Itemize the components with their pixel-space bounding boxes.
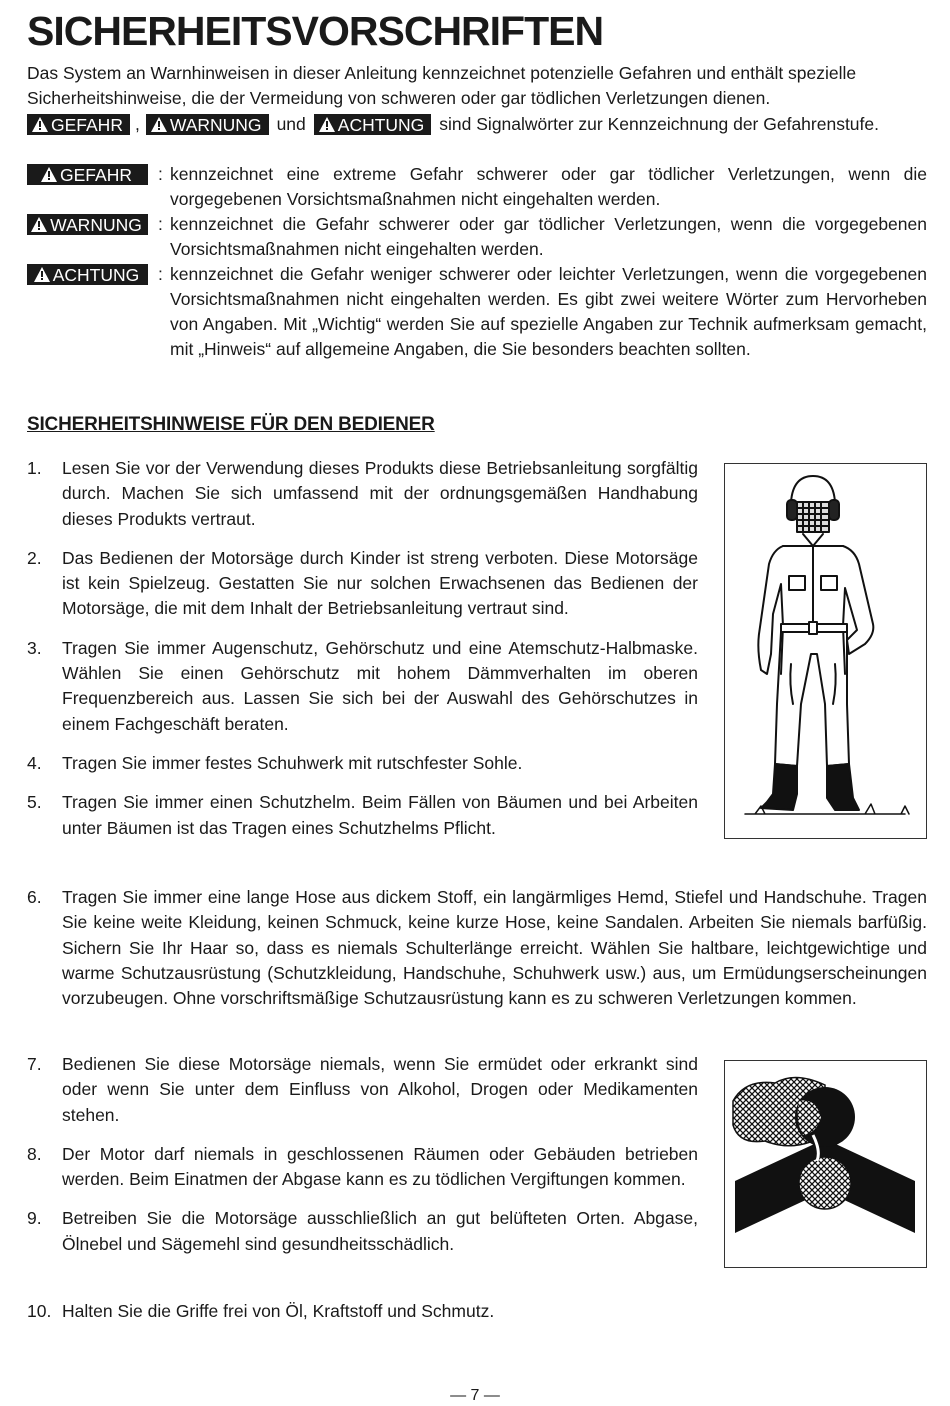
- page-title: SICHERHEITSVORSCHRIFTEN: [27, 8, 604, 54]
- instruction-list-part-2: [27, 885, 927, 1011]
- item-number: 9.: [27, 1208, 42, 1229]
- comma-separator: ,: [134, 114, 140, 134]
- definition-text: kennzeichnet die Gefahr schwerer oder gar tödlicher Verletzungen, wenn die vorgegebenen Vorsichtsmaßnahmen nicht eingehalten werden.: [170, 214, 927, 259]
- exhaust-fumes-illustration: [724, 1060, 927, 1268]
- item-text: Tragen Sie immer Augenschutz, Gehörschutz und eine Atemschutz-Halbmaske. Wählen Sie einen Gehörschutz mit hohem Dämmverhalten im oberen Frequenzbereich aus. Lassen Sie sich bei der Auswahl des Gehörschutzes in einem Fachgeschäft beraten.: [62, 637, 698, 734]
- gefahr-badge: [27, 114, 130, 135]
- achtung-badge: [314, 114, 432, 135]
- item-text: Bedienen Sie diese Motorsäge niemals, wenn Sie ermüdet oder erkrankt sind oder wenn Sie unter dem Einfluss von Alkohol, Drogen oder Medikamenten stehen.: [62, 1054, 698, 1125]
- achtung-label: ACHTUNG: [52, 264, 140, 285]
- item-text: Tragen Sie immer eine lange Hose aus dickem Stoff, ein langärmliges Hemd, Stiefel und Handschuhe. Tragen Sie keine weite Kleidung, keinen Schmuck, keine kurze Hose, keine Sandalen. Arbeiten Sie niemals barfüßig. Sichern Sie Ihr Haar so, dass es niemals Schulterlänge erreicht. Wählen Sie haltbare, leichtgewichtige und warme Schutzausrüstung (Schutzkleidung, Handschuhe, Schuhwerk usw.) aus, um Ermüdungserscheinungen vorzubeugen. Ohne vorschriftsmäßige Schutzausrüstung kann es zu schweren Verletzungen kommen.: [62, 887, 927, 1009]
- definition-gefahr: [27, 162, 927, 212]
- item-number: 3.: [27, 637, 42, 658]
- list-item: [27, 1142, 698, 1193]
- warnung-label: WARNUNG: [50, 214, 142, 235]
- worker-figure-icon: [725, 464, 925, 837]
- signal-words-suffix: sind Signalwörter zur Kennzeichnung der Gefahrenstufe.: [439, 114, 880, 134]
- definition-text: kennzeichnet eine extreme Gefahr schwerer oder gar tödlicher Verletzungen, wenn die vorgegebenen Vorsichtsmaßnahmen nicht eingehalten werden.: [170, 164, 927, 209]
- protective-gear-illustration: [724, 463, 927, 839]
- signal-word-definitions: [27, 162, 927, 362]
- list-item: [27, 546, 698, 622]
- definition-achtung: [27, 262, 927, 362]
- item-text: Das Bedienen der Motorsäge durch Kinder ist streng verboten. Diese Motorsäge ist kein Spielzeug. Gestatten Sie nur solchen Erwachsenen das Bedienen der Motorsäge, die mit dem Inhalt der Betriebsanleitung vertraut sind.: [62, 547, 698, 619]
- list-item: [27, 885, 927, 1011]
- toxic-fumes-icon: [725, 1061, 925, 1266]
- gefahr-label: GEFAHR: [60, 164, 132, 185]
- item-text: Betreiben Sie die Motorsäge ausschließlich an gut belüfteten Orten. Abgase, Ölnebel und Sägemehl sind gesundheitsschädlich.: [62, 1208, 698, 1254]
- warnung-badge: [146, 114, 269, 135]
- warnung-label: WARNUNG: [169, 114, 262, 135]
- item-number: 7.: [27, 1054, 42, 1074]
- gefahr-badge: [27, 164, 148, 185]
- warning-triangle-icon: [41, 167, 57, 182]
- definition-text: kennzeichnet die Gefahr weniger schwerer oder leichter Verletzungen, wenn die vorgegebenen Vorsichtsmaßnahmen nicht eingehalten werden. Es gibt zwei weitere Wörter zum Hervorheben von Angaben. Mit „Wichtig“ werden Sie auf spezielle Angaben zur Technik aufmerksam gemacht, mit „Hinweis“ auf allgemeine Angaben, die Sie besonders beachten sollten.: [170, 264, 927, 359]
- definition-colon: :: [158, 214, 163, 234]
- item-text: Lesen Sie vor der Verwendung dieses Produkts diese Betriebsanleitung sorgfältig durch. Machen Sie sich umfassend mit der ordnungsgemäßen Handhabung dieses Produkts vertraut.: [62, 458, 698, 529]
- instruction-list-part-4: [27, 1299, 927, 1324]
- list-item: [27, 1299, 927, 1324]
- item-number: 10.: [27, 1301, 52, 1321]
- item-text: Tragen Sie immer einen Schutzhelm. Beim Fällen von Bäumen und bei Arbeiten unter Bäumen ist das Tragen eines Schutzhelms Pflicht.: [62, 792, 698, 838]
- list-item: [27, 636, 698, 737]
- instruction-list-part-3: [27, 1052, 698, 1257]
- list-item: [27, 790, 698, 841]
- definition-warnung: [27, 212, 927, 262]
- warning-triangle-icon: [31, 217, 47, 232]
- warning-triangle-icon: [151, 117, 167, 132]
- list-item: [27, 1206, 698, 1257]
- warning-triangle-icon: [319, 117, 335, 132]
- instruction-list-part-1: [27, 456, 698, 841]
- intro-text: Das System an Warnhinweisen in dieser Anleitung kennzeichnet potenzielle Gefahren und enthält spezielle Sicherheitshinweise, die der Vermeidung von schweren oder gar tödlichen Verletzungen dienen.: [27, 63, 857, 108]
- und-text: und: [276, 114, 306, 134]
- item-text: Tragen Sie immer festes Schuhwerk mit rutschfester Sohle.: [62, 752, 523, 773]
- achtung-label: ACHTUNG: [337, 114, 425, 135]
- warnung-badge: [27, 214, 148, 235]
- definition-colon: :: [158, 264, 163, 284]
- item-text: Halten Sie die Griffe frei von Öl, Kraftstoff und Schmutz.: [62, 1301, 495, 1321]
- gefahr-label: GEFAHR: [51, 114, 123, 135]
- signal-words-line: [27, 112, 927, 137]
- item-number: 8.: [27, 1143, 42, 1164]
- item-number: 1.: [27, 458, 42, 478]
- item-number: 5.: [27, 792, 42, 813]
- item-number: 2.: [27, 547, 42, 568]
- definition-colon: :: [158, 164, 163, 184]
- item-number: 6.: [27, 887, 42, 907]
- page-number: — 7 —: [450, 1387, 500, 1404]
- list-item: [27, 751, 698, 776]
- warning-triangle-icon: [34, 267, 50, 282]
- item-number: 4.: [27, 752, 42, 773]
- section-heading: SICHERHEITSHINWEISE FÜR DEN BEDIENER: [27, 414, 435, 435]
- warning-triangle-icon: [32, 117, 48, 132]
- item-text: Der Motor darf niemals in geschlossenen Räumen oder Gebäuden betrieben werden. Beim Einatmen der Abgase kann es zu tödlichen Vergiftungen kommen.: [62, 1143, 698, 1190]
- list-item: [27, 456, 698, 532]
- achtung-badge: [27, 264, 148, 285]
- list-item: [27, 1052, 698, 1128]
- intro-section: [27, 61, 927, 137]
